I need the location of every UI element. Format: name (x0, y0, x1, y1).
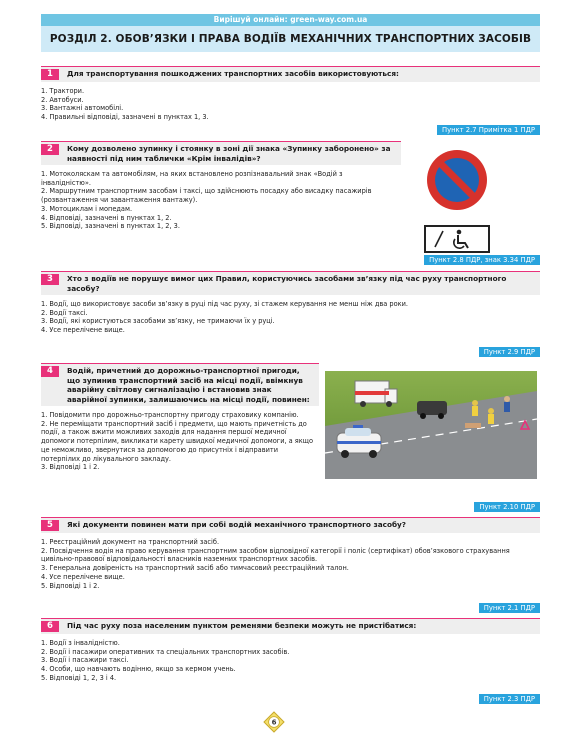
question-text: Для транспортування пошкоджених транспортних засобів використовуються: (67, 69, 399, 78)
question-number: 2 (41, 144, 59, 155)
question-1 (41, 66, 540, 136)
answer-list (41, 87, 540, 122)
answer-option[interactable]: 2. Посвідчення водія на право керування транспортним засобом відповідної категорії і поліс (сертифікат) обов’язкового страхування цивільно-правової відповідальності власників наземних транспортних засобів. (41, 546, 510, 564)
rule-reference: Пункт 2.9 ПДР (479, 347, 540, 357)
rule-reference: Пункт 2.1 ПДР (479, 603, 540, 613)
question-5 (41, 517, 540, 612)
question-header (41, 66, 540, 82)
answer-option[interactable]: 3. Мотоциклам і мопедам. (41, 204, 133, 213)
page-number: 6 (271, 718, 277, 727)
question-number: 4 (41, 366, 59, 377)
question-number: 6 (41, 621, 59, 632)
question-text: Хто з водіїв не порушує вимог цих Правил, користуючись засобами зв’язку під час руху транспортного засобу? (67, 274, 507, 293)
answer-option[interactable]: 2. Водії таксі. (41, 308, 88, 317)
question-header (41, 271, 540, 295)
answer-option[interactable]: 3. Водії і пасажири таксі. (41, 656, 129, 665)
question-number: 1 (41, 69, 59, 80)
answer-option[interactable]: 3. Вантажні автомобілі. (41, 104, 124, 113)
answer-option[interactable]: 2. Автобуси. (41, 95, 84, 104)
question-header (41, 363, 319, 406)
answer-option[interactable]: 2. Водії і пасажири оперативних та спеціальних транспортних засобів. (41, 647, 290, 656)
sign-illustration (421, 146, 493, 258)
answer-list (41, 538, 540, 590)
question-number: 3 (41, 274, 59, 285)
question-text: Під час руху поза населеним пунктом ременями безпеки можуть не пристібатися: (67, 621, 417, 630)
question-3 (41, 271, 540, 357)
page-number-badge (263, 711, 285, 733)
section-title: РОЗДІЛ 2. ОБОВ’ЯЗКИ І ПРАВА ВОДІЇВ МЕХАНІЧНИХ ТРАНСПОРТНИХ ЗАСОБІВ (41, 26, 540, 52)
answer-option[interactable]: 1. Водії, що використовує засоби зв’язку в руці під час руху, зі стажем керування не менш ніж два роки. (41, 300, 409, 308)
accident-scene-illustration (325, 371, 537, 479)
answer-list (41, 170, 381, 231)
answer-option[interactable]: 3. Відповіді 1 і 2. (41, 463, 100, 472)
question-text: Кому дозволено зупинку і стоянку в зоні дії знака «Зупинку заборонено» за наявності під ним таблички «Крім інвалідів»? (67, 144, 391, 163)
answer-option[interactable]: 4. Відповіді, зазначені в пунктах 1, 2. (41, 213, 172, 222)
question-6 (41, 618, 540, 704)
answer-option[interactable]: 2. Не переміщати транспортний засіб і предмети, що мають причетність до події, а також вжити можливих заходів для надання першої медичної допомоги потерпілим, викликати карету швидкої медичної допомоги, а якщо це неможливо, звернутися за допомогою до присутніх і відправити потерпілих до лікувального закладу. (41, 419, 314, 463)
question-header (41, 618, 540, 634)
question-text: Які документи повинен мати при собі водій механічного транспортного засобу? (67, 520, 407, 529)
question-text: Водій, причетний до дорожньо-транспортної пригоди, що зупинив транспортний засіб на місці події, ввімкнув аварійну світлову сигналізацію і встановив знак аварійної зупинки, залишаючись на місці події, повинен: (67, 366, 310, 404)
answer-list (41, 300, 540, 335)
answer-list (41, 411, 319, 472)
answer-option[interactable]: 1. Повідомити про дорожньо-транспортну пригоду страховику компанію. (41, 411, 299, 419)
question-header (41, 517, 540, 533)
no-stopping-sign-icon (421, 146, 493, 258)
online-banner[interactable]: Вирішуй онлайн: green-way.com.ua (41, 14, 540, 26)
answer-option[interactable]: 5. Відповіді, зазначені в пунктах 1, 2, 3. (41, 222, 180, 231)
answer-option[interactable]: 2. Маршрутним транспортним засобам і таксі, що здійснюють посадку або висадку пасажирів (розвантаження чи завантаження вантажу). (41, 187, 372, 205)
answer-option[interactable]: 3. Генеральна довіреність на транспортний засіб або тимчасовий реєстраційний талон. (41, 564, 349, 573)
rule-reference: Пункт 2.7 Примітка 1 ПДР (437, 125, 540, 135)
question-number: 5 (41, 520, 59, 531)
answer-option[interactable]: 4. Особи, що навчають водінню, якщо за кермом учень. (41, 665, 236, 674)
rule-reference: Пункт 2.10 ПДР (474, 502, 540, 512)
answer-list (41, 639, 540, 683)
answer-option[interactable]: 3. Водії, які користуються засобами зв’язку, не тримаючи їх у руці. (41, 317, 275, 326)
question-header (41, 141, 401, 165)
rule-reference: Пункт 2.8 ПДР, знак 3.34 ПДР (424, 255, 540, 265)
answer-option[interactable]: 4. Правильні відповіді, зазначені в пунктах 1, 3. (41, 113, 209, 122)
answer-option[interactable]: 1. Мотоколяскам та автомобілям, на яких встановлено розпізнавальний знак «Водій з інвалідністю». (41, 170, 343, 187)
answer-option[interactable]: 4. Усе перелічене вище. (41, 326, 125, 335)
answer-option[interactable]: 4. Усе перелічене вище. (41, 572, 125, 581)
answer-option[interactable]: 5. Відповіді 1, 2, 3 і 4. (41, 673, 117, 682)
rule-reference: Пункт 2.3 ПДР (479, 694, 540, 704)
answer-option[interactable]: 1. Водії з інвалідністю. (41, 639, 120, 647)
answer-option[interactable]: 5. Відповіді 1 і 2. (41, 581, 100, 590)
answer-option[interactable]: 1. Трактори. (41, 87, 85, 95)
answer-option[interactable]: 1. Реєстраційний документ на транспортний засіб. (41, 538, 220, 546)
